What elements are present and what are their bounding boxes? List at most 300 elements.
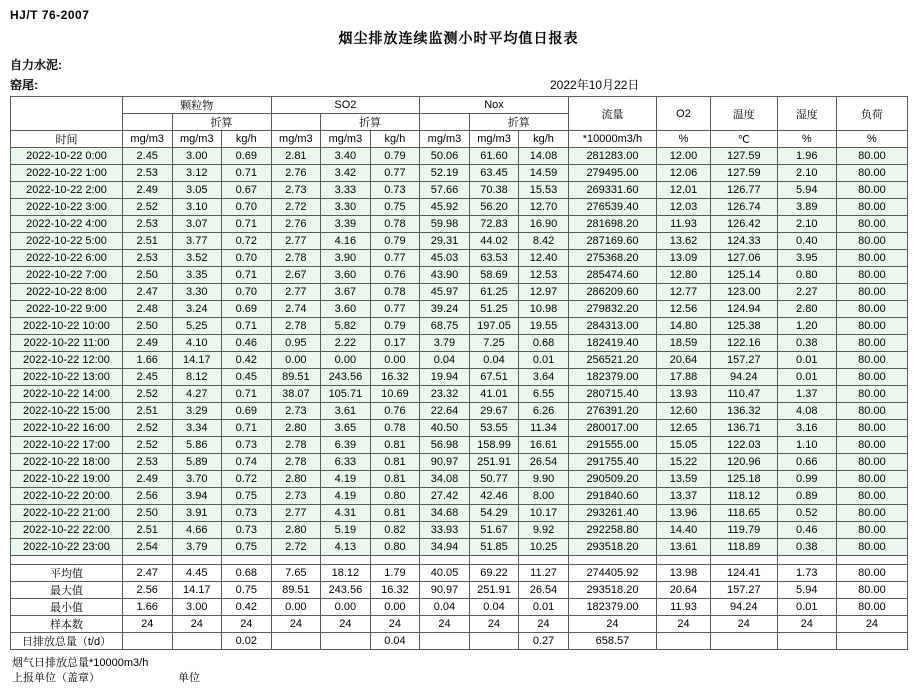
- unit-flow: *10000m3/h: [568, 131, 656, 148]
- summary-value: 0.04: [469, 599, 519, 616]
- summary-value: 40.05: [420, 565, 470, 582]
- cell-value: 0.80: [370, 488, 420, 505]
- cell-value: 0.73: [222, 437, 272, 454]
- cell-value: 0.77: [370, 250, 420, 267]
- summary-value: 24: [172, 616, 222, 633]
- table-row: [11, 539, 908, 556]
- cell-value: 0.00: [271, 352, 321, 369]
- cell-value: 0.00: [370, 352, 420, 369]
- table-row: [11, 471, 908, 488]
- cell-value: 45.03: [420, 250, 470, 267]
- cell-value: 2.73: [271, 488, 321, 505]
- cell-value: 281698.20: [568, 216, 656, 233]
- summary-value: [172, 633, 222, 650]
- cell-value: 125.38: [710, 318, 777, 335]
- cell-value: 0.40: [777, 233, 836, 250]
- cell-value: 2.51: [122, 403, 172, 420]
- cell-value: 0.74: [222, 454, 272, 471]
- cell-value: 3.34: [172, 420, 222, 437]
- cell-value: 0.01: [777, 369, 836, 386]
- summary-value: 89.51: [271, 582, 321, 599]
- cell-value: 0.72: [222, 471, 272, 488]
- cell-value: 2.72: [271, 199, 321, 216]
- cell-value: 50.06: [420, 148, 470, 165]
- cell-value: 2.76: [271, 216, 321, 233]
- cell-value: 33.93: [420, 522, 470, 539]
- cell-time: 2022-10-22 23:00: [11, 539, 123, 556]
- cell-value: 22.64: [420, 403, 470, 420]
- cell-value: 0.99: [777, 471, 836, 488]
- cell-value: 80.00: [836, 539, 907, 556]
- cell-time: 2022-10-22 13:00: [11, 369, 123, 386]
- cell-value: 80.00: [836, 267, 907, 284]
- cell-value: 0.89: [777, 488, 836, 505]
- spacer-cell: [420, 556, 470, 565]
- summary-value: 124.41: [710, 565, 777, 582]
- cell-value: 2.22: [321, 335, 371, 352]
- cell-value: 2.49: [122, 335, 172, 352]
- summary-row: [11, 599, 908, 616]
- table-row: [11, 233, 908, 250]
- cell-value: 0.75: [370, 199, 420, 216]
- cell-value: 58.69: [469, 267, 519, 284]
- cell-value: 34.94: [420, 539, 470, 556]
- header-load: 负荷: [836, 97, 907, 131]
- cell-value: 3.77: [172, 233, 222, 250]
- summary-value: 293518.20: [568, 582, 656, 599]
- cell-value: 3.67: [321, 284, 371, 301]
- summary-label: 样本数: [11, 616, 123, 633]
- summary-value: 2.47: [122, 565, 172, 582]
- cell-value: 6.26: [519, 403, 569, 420]
- cell-value: 53.55: [469, 420, 519, 437]
- summary-value: 7.65: [271, 565, 321, 582]
- summary-value: 80.00: [836, 565, 907, 582]
- header-sub-blank-nox: [420, 114, 470, 131]
- spacer-cell: [321, 556, 371, 565]
- summary-value: 90.97: [420, 582, 470, 599]
- cell-value: 0.80: [370, 539, 420, 556]
- cell-value: 2.77: [271, 284, 321, 301]
- cell-value: 23.32: [420, 386, 470, 403]
- cell-value: 57.66: [420, 182, 470, 199]
- cell-value: 2.48: [122, 301, 172, 318]
- summary-value: 182379.00: [568, 599, 656, 616]
- cell-value: 4.16: [321, 233, 371, 250]
- header-blank-corner: [11, 97, 123, 131]
- summary-value: 24: [519, 616, 569, 633]
- cell-value: 2.52: [122, 199, 172, 216]
- cell-value: 80.00: [836, 250, 907, 267]
- cell-value: 275368.20: [568, 250, 656, 267]
- cell-time: 2022-10-22 10:00: [11, 318, 123, 335]
- cell-value: 13.37: [657, 488, 711, 505]
- cell-value: 8.42: [519, 233, 569, 250]
- cell-value: 0.71: [222, 420, 272, 437]
- summary-value: 24: [370, 616, 420, 633]
- summary-value: 0.42: [222, 599, 272, 616]
- summary-value: 14.17: [172, 582, 222, 599]
- table-row: [11, 250, 908, 267]
- cell-value: 136.32: [710, 403, 777, 420]
- unit-so2-3: kg/h: [370, 131, 420, 148]
- cell-value: 61.25: [469, 284, 519, 301]
- cell-value: 2.10: [777, 216, 836, 233]
- cell-value: 0.80: [777, 267, 836, 284]
- cell-value: 284313.00: [568, 318, 656, 335]
- cell-value: 158.99: [469, 437, 519, 454]
- cell-value: 12.40: [519, 250, 569, 267]
- summary-label: 平均值: [11, 565, 123, 582]
- standard-number: HJ/T 76-2007: [10, 8, 90, 22]
- cell-value: 3.60: [321, 267, 371, 284]
- cell-value: 197.05: [469, 318, 519, 335]
- table-row: [11, 267, 908, 284]
- cell-value: 0.71: [222, 267, 272, 284]
- cell-value: 4.31: [321, 505, 371, 522]
- cell-value: 4.19: [321, 488, 371, 505]
- cell-value: 10.98: [519, 301, 569, 318]
- cell-value: 54.29: [469, 505, 519, 522]
- table-summary-body: [11, 556, 908, 650]
- summary-value: 24: [836, 616, 907, 633]
- cell-value: 7.25: [469, 335, 519, 352]
- cell-value: 13.59: [657, 471, 711, 488]
- cell-value: 2.74: [271, 301, 321, 318]
- cell-value: 0.79: [370, 233, 420, 250]
- cell-value: 56.20: [469, 199, 519, 216]
- cell-value: 256521.20: [568, 352, 656, 369]
- cell-value: 17.88: [657, 369, 711, 386]
- cell-value: 2.27: [777, 284, 836, 301]
- cell-value: 29.31: [420, 233, 470, 250]
- footer-unit-label: 单位: [178, 672, 200, 684]
- cell-value: 15.53: [519, 182, 569, 199]
- table-row: [11, 199, 908, 216]
- cell-time: 2022-10-22 9:00: [11, 301, 123, 318]
- summary-value: 13.98: [657, 565, 711, 582]
- cell-value: 2.45: [122, 148, 172, 165]
- cell-value: 2.51: [122, 233, 172, 250]
- cell-value: 4.08: [777, 403, 836, 420]
- cell-value: 3.60: [321, 301, 371, 318]
- cell-value: 80.00: [836, 165, 907, 182]
- cell-value: 26.54: [519, 454, 569, 471]
- cell-value: 182419.40: [568, 335, 656, 352]
- cell-value: 12.56: [657, 301, 711, 318]
- cell-time: 2022-10-22 20:00: [11, 488, 123, 505]
- table-row: [11, 454, 908, 471]
- cell-value: 63.53: [469, 250, 519, 267]
- cell-value: 2.67: [271, 267, 321, 284]
- cell-value: 3.29: [172, 403, 222, 420]
- cell-value: 2.81: [271, 148, 321, 165]
- cell-value: 157.27: [710, 352, 777, 369]
- cell-value: 15.22: [657, 454, 711, 471]
- unit-o2: %: [657, 131, 711, 148]
- cell-value: 3.91: [172, 505, 222, 522]
- cell-value: 2.49: [122, 471, 172, 488]
- cell-value: 0.04: [420, 352, 470, 369]
- summary-value: [836, 633, 907, 650]
- cell-time: 2022-10-22 15:00: [11, 403, 123, 420]
- cell-value: 285474.60: [568, 267, 656, 284]
- cell-time: 2022-10-22 5:00: [11, 233, 123, 250]
- table-row: [11, 301, 908, 318]
- cell-value: 80.00: [836, 182, 907, 199]
- cell-value: 12.00: [657, 148, 711, 165]
- table-row: [11, 352, 908, 369]
- summary-value: 24: [777, 616, 836, 633]
- cell-value: 3.65: [321, 420, 371, 437]
- cell-value: 68.75: [420, 318, 470, 335]
- summary-value: [420, 633, 470, 650]
- cell-value: 2.53: [122, 454, 172, 471]
- cell-time: 2022-10-22 7:00: [11, 267, 123, 284]
- table-header-group-row: [11, 97, 908, 114]
- cell-value: 2.47: [122, 284, 172, 301]
- cell-time: 2022-10-22 8:00: [11, 284, 123, 301]
- cell-value: 2.52: [122, 386, 172, 403]
- header-sub-blank-so2: [271, 114, 321, 131]
- cell-value: 127.59: [710, 165, 777, 182]
- cell-value: 80.00: [836, 335, 907, 352]
- cell-value: 0.46: [222, 335, 272, 352]
- cell-value: 0.81: [370, 471, 420, 488]
- cell-value: 0.17: [370, 335, 420, 352]
- company-label: 自力水泥:: [10, 58, 62, 72]
- cell-value: 291555.00: [568, 437, 656, 454]
- table-row: [11, 148, 908, 165]
- cell-value: 287169.60: [568, 233, 656, 250]
- summary-value: 0.68: [222, 565, 272, 582]
- summary-value: 24: [222, 616, 272, 633]
- cell-value: 2.50: [122, 505, 172, 522]
- cell-time: 2022-10-22 14:00: [11, 386, 123, 403]
- cell-value: 0.01: [777, 352, 836, 369]
- cell-value: 13.96: [657, 505, 711, 522]
- cell-value: 80.00: [836, 437, 907, 454]
- cell-value: 279832.20: [568, 301, 656, 318]
- cell-value: 0.73: [222, 522, 272, 539]
- cell-value: 3.16: [777, 420, 836, 437]
- cell-value: 293518.20: [568, 539, 656, 556]
- cell-value: 127.59: [710, 148, 777, 165]
- summary-value: 3.00: [172, 599, 222, 616]
- cell-value: 0.01: [519, 352, 569, 369]
- cell-value: 126.42: [710, 216, 777, 233]
- report-date: 2022年10月22日: [550, 78, 640, 92]
- cell-value: 293261.40: [568, 505, 656, 522]
- header-o2: O2: [657, 97, 711, 131]
- cell-value: 3.35: [172, 267, 222, 284]
- summary-value: 24: [469, 616, 519, 633]
- cell-value: 0.00: [321, 352, 371, 369]
- unit-so2-2: mg/m3: [321, 131, 371, 148]
- cell-value: 0.75: [222, 488, 272, 505]
- summary-value: 24: [710, 616, 777, 633]
- cell-value: 3.33: [321, 182, 371, 199]
- header-group-so2: SO2: [271, 97, 420, 114]
- cell-value: 16.32: [370, 369, 420, 386]
- cell-value: 0.76: [370, 403, 420, 420]
- cell-value: 12.03: [657, 199, 711, 216]
- cell-value: 2.77: [271, 233, 321, 250]
- unit-nox-2: mg/m3: [469, 131, 519, 148]
- cell-value: 3.79: [172, 539, 222, 556]
- cell-value: 3.64: [519, 369, 569, 386]
- summary-value: 243.56: [321, 582, 371, 599]
- table-row: [11, 284, 908, 301]
- cell-value: 4.19: [321, 471, 371, 488]
- cell-value: 3.10: [172, 199, 222, 216]
- cell-value: 3.79: [420, 335, 470, 352]
- cell-value: 136.71: [710, 420, 777, 437]
- summary-value: 0.27: [519, 633, 569, 650]
- cell-value: 292258.80: [568, 522, 656, 539]
- cell-value: 0.52: [777, 505, 836, 522]
- cell-value: 70.38: [469, 182, 519, 199]
- cell-value: 59.98: [420, 216, 470, 233]
- unit-pm-1: mg/m3: [122, 131, 172, 148]
- cell-value: 124.33: [710, 233, 777, 250]
- cell-value: 0.77: [370, 165, 420, 182]
- cell-value: 123.00: [710, 284, 777, 301]
- cell-value: 13.93: [657, 386, 711, 403]
- summary-value: [657, 633, 711, 650]
- header-flow: 流量: [568, 97, 656, 131]
- cell-value: 3.89: [777, 199, 836, 216]
- cell-value: 122.03: [710, 437, 777, 454]
- cell-value: 12.60: [657, 403, 711, 420]
- cell-value: 0.66: [777, 454, 836, 471]
- summary-value: 24: [271, 616, 321, 633]
- cell-value: 19.55: [519, 318, 569, 335]
- table-row: [11, 335, 908, 352]
- spacer-cell: [271, 556, 321, 565]
- table-row: [11, 488, 908, 505]
- cell-value: 279495.00: [568, 165, 656, 182]
- summary-value: 26.54: [519, 582, 569, 599]
- spacer-cell: [519, 556, 569, 565]
- cell-value: 126.74: [710, 199, 777, 216]
- cell-value: 127.06: [710, 250, 777, 267]
- cell-value: 45.92: [420, 199, 470, 216]
- cell-value: 2.73: [271, 403, 321, 420]
- cell-value: 18.59: [657, 335, 711, 352]
- spacer-cell: [469, 556, 519, 565]
- cell-value: 9.92: [519, 522, 569, 539]
- table-row: [11, 403, 908, 420]
- cell-value: 0.38: [777, 539, 836, 556]
- cell-value: 269331.60: [568, 182, 656, 199]
- cell-value: 80.00: [836, 505, 907, 522]
- cell-value: 80.00: [836, 471, 907, 488]
- cell-value: 0.77: [370, 301, 420, 318]
- cell-value: 94.24: [710, 369, 777, 386]
- spacer-cell: [11, 556, 123, 565]
- cell-value: 3.39: [321, 216, 371, 233]
- cell-value: 3.07: [172, 216, 222, 233]
- table-row: [11, 318, 908, 335]
- cell-value: 3.00: [172, 148, 222, 165]
- cell-time: 2022-10-22 21:00: [11, 505, 123, 522]
- cell-value: 2.76: [271, 165, 321, 182]
- header-humidity: 湿度: [777, 97, 836, 131]
- cell-value: 89.51: [271, 369, 321, 386]
- cell-value: 126.77: [710, 182, 777, 199]
- header-sub-converted-so2: 折算: [321, 114, 420, 131]
- spacer-cell: [777, 556, 836, 565]
- cell-time: 2022-10-22 1:00: [11, 165, 123, 182]
- cell-value: 3.70: [172, 471, 222, 488]
- spacer-cell: [710, 556, 777, 565]
- cell-value: 281283.00: [568, 148, 656, 165]
- cell-value: 80.00: [836, 216, 907, 233]
- cell-value: 14.17: [172, 352, 222, 369]
- header-sub-blank-pm: [122, 114, 172, 131]
- cell-value: 13.09: [657, 250, 711, 267]
- cell-value: 39.24: [420, 301, 470, 318]
- cell-value: 2.78: [271, 318, 321, 335]
- cell-value: 3.52: [172, 250, 222, 267]
- summary-value: 0.00: [271, 599, 321, 616]
- cell-value: 118.89: [710, 539, 777, 556]
- summary-row: [11, 633, 908, 650]
- summary-value: 20.64: [657, 582, 711, 599]
- cell-value: 3.95: [777, 250, 836, 267]
- cell-value: 11.34: [519, 420, 569, 437]
- summary-value: 16.32: [370, 582, 420, 599]
- summary-value: 1.79: [370, 565, 420, 582]
- cell-value: 50.77: [469, 471, 519, 488]
- cell-value: 51.85: [469, 539, 519, 556]
- cell-value: 6.33: [321, 454, 371, 471]
- cell-value: 4.13: [321, 539, 371, 556]
- summary-value: 0.75: [222, 582, 272, 599]
- cell-time: 2022-10-22 2:00: [11, 182, 123, 199]
- cell-value: 0.79: [370, 318, 420, 335]
- cell-value: 72.83: [469, 216, 519, 233]
- cell-value: 11.93: [657, 216, 711, 233]
- footer-total-emission-label: 烟气日排放总量*10000m3/h: [12, 657, 149, 669]
- cell-value: 110.47: [710, 386, 777, 403]
- summary-value: 274405.92: [568, 565, 656, 582]
- cell-value: 3.61: [321, 403, 371, 420]
- cell-value: 251.91: [469, 454, 519, 471]
- cell-time: 2022-10-22 17:00: [11, 437, 123, 454]
- header-sub-converted-pm: 折算: [172, 114, 271, 131]
- cell-time: 2022-10-22 22:00: [11, 522, 123, 539]
- summary-value: 11.27: [519, 565, 569, 582]
- cell-value: 280715.40: [568, 386, 656, 403]
- table-data-body: [11, 148, 908, 556]
- summary-value: 0.01: [519, 599, 569, 616]
- summary-value: [710, 633, 777, 650]
- cell-value: 124.94: [710, 301, 777, 318]
- cell-value: 12.70: [519, 199, 569, 216]
- cell-value: 80.00: [836, 488, 907, 505]
- cell-value: 6.39: [321, 437, 371, 454]
- summary-value: 0.01: [777, 599, 836, 616]
- cell-value: 80.00: [836, 352, 907, 369]
- cell-value: 10.17: [519, 505, 569, 522]
- cell-value: 1.96: [777, 148, 836, 165]
- cell-value: 4.10: [172, 335, 222, 352]
- cell-value: 42.46: [469, 488, 519, 505]
- cell-value: 16.61: [519, 437, 569, 454]
- unit-so2-1: mg/m3: [271, 131, 321, 148]
